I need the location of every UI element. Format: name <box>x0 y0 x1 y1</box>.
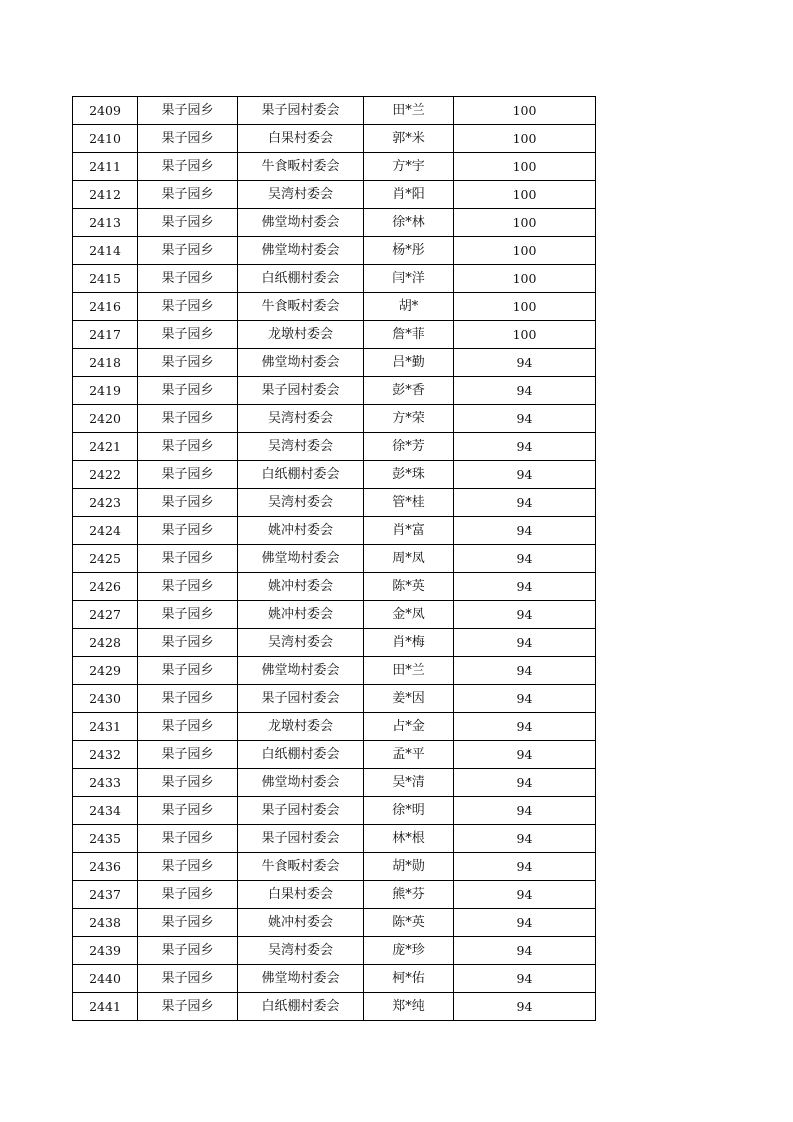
table-row <box>73 181 596 209</box>
amount-cell: 94 <box>454 797 596 825</box>
village-cell: 果子园村委会 <box>238 797 364 825</box>
village-cell: 佛堂坳村委会 <box>238 237 364 265</box>
row-number-cell: 2417 <box>73 321 138 349</box>
table-row <box>73 293 596 321</box>
village-cell: 吴湾村委会 <box>238 937 364 965</box>
name-cell: 吴*清 <box>364 769 454 797</box>
name-cell: 彭*珠 <box>364 461 454 489</box>
village-cell: 佛堂坳村委会 <box>238 769 364 797</box>
name-cell: 林*根 <box>364 825 454 853</box>
amount-cell: 100 <box>454 321 596 349</box>
amount-cell: 94 <box>454 769 596 797</box>
village-cell: 姚冲村委会 <box>238 517 364 545</box>
township-cell: 果子园乡 <box>138 881 238 909</box>
name-cell: 杨*彤 <box>364 237 454 265</box>
township-cell: 果子园乡 <box>138 853 238 881</box>
row-number-cell: 2415 <box>73 265 138 293</box>
row-number-cell: 2439 <box>73 937 138 965</box>
amount-cell: 94 <box>454 881 596 909</box>
row-number-cell: 2418 <box>73 349 138 377</box>
name-cell: 郭*米 <box>364 125 454 153</box>
township-cell: 果子园乡 <box>138 685 238 713</box>
amount-cell: 100 <box>454 237 596 265</box>
table-row <box>73 405 596 433</box>
table-row <box>73 713 596 741</box>
township-cell: 果子园乡 <box>138 517 238 545</box>
row-number-cell: 2432 <box>73 741 138 769</box>
row-number-cell: 2413 <box>73 209 138 237</box>
row-number-cell: 2424 <box>73 517 138 545</box>
name-cell: 庞*珍 <box>364 937 454 965</box>
township-cell: 果子园乡 <box>138 993 238 1021</box>
amount-cell: 94 <box>454 461 596 489</box>
amount-cell: 94 <box>454 601 596 629</box>
township-cell: 果子园乡 <box>138 265 238 293</box>
name-cell: 徐*芳 <box>364 433 454 461</box>
table-row <box>73 965 596 993</box>
name-cell: 陈*英 <box>364 573 454 601</box>
village-cell: 姚冲村委会 <box>238 601 364 629</box>
row-number-cell: 2420 <box>73 405 138 433</box>
village-cell: 白纸棚村委会 <box>238 461 364 489</box>
table-row <box>73 573 596 601</box>
table-row <box>73 321 596 349</box>
village-cell: 牛食畈村委会 <box>238 853 364 881</box>
amount-cell: 94 <box>454 377 596 405</box>
table-row <box>73 153 596 181</box>
name-cell: 陈*英 <box>364 909 454 937</box>
village-cell: 龙墩村委会 <box>238 321 364 349</box>
table-row <box>73 629 596 657</box>
table-row <box>73 993 596 1021</box>
township-cell: 果子园乡 <box>138 461 238 489</box>
township-cell: 果子园乡 <box>138 573 238 601</box>
table-row <box>73 209 596 237</box>
amount-cell: 94 <box>454 349 596 377</box>
row-number-cell: 2427 <box>73 601 138 629</box>
village-cell: 吴湾村委会 <box>238 405 364 433</box>
village-cell: 姚冲村委会 <box>238 909 364 937</box>
township-cell: 果子园乡 <box>138 657 238 685</box>
row-number-cell: 2428 <box>73 629 138 657</box>
village-cell: 果子园村委会 <box>238 685 364 713</box>
row-number-cell: 2422 <box>73 461 138 489</box>
amount-cell: 94 <box>454 965 596 993</box>
amount-cell: 94 <box>454 909 596 937</box>
amount-cell: 100 <box>454 293 596 321</box>
table-row <box>73 657 596 685</box>
township-cell: 果子园乡 <box>138 377 238 405</box>
table-row <box>73 125 596 153</box>
amount-cell: 94 <box>454 937 596 965</box>
name-cell: 肖*富 <box>364 517 454 545</box>
village-cell: 姚冲村委会 <box>238 573 364 601</box>
table-body <box>73 97 596 1021</box>
row-number-cell: 2425 <box>73 545 138 573</box>
township-cell: 果子园乡 <box>138 601 238 629</box>
village-cell: 白果村委会 <box>238 881 364 909</box>
township-cell: 果子园乡 <box>138 181 238 209</box>
row-number-cell: 2434 <box>73 797 138 825</box>
name-cell: 肖*阳 <box>364 181 454 209</box>
row-number-cell: 2441 <box>73 993 138 1021</box>
township-cell: 果子园乡 <box>138 237 238 265</box>
row-number-cell: 2416 <box>73 293 138 321</box>
township-cell: 果子园乡 <box>138 741 238 769</box>
document-page <box>72 96 596 1021</box>
row-number-cell: 2419 <box>73 377 138 405</box>
township-cell: 果子园乡 <box>138 349 238 377</box>
township-cell: 果子园乡 <box>138 153 238 181</box>
amount-cell: 94 <box>454 573 596 601</box>
row-number-cell: 2438 <box>73 909 138 937</box>
name-cell: 田*兰 <box>364 97 454 125</box>
row-number-cell: 2409 <box>73 97 138 125</box>
name-cell: 方*荣 <box>364 405 454 433</box>
row-number-cell: 2430 <box>73 685 138 713</box>
name-cell: 姜*因 <box>364 685 454 713</box>
amount-cell: 94 <box>454 517 596 545</box>
village-cell: 白纸棚村委会 <box>238 741 364 769</box>
row-number-cell: 2412 <box>73 181 138 209</box>
amount-cell: 94 <box>454 825 596 853</box>
village-cell: 白纸棚村委会 <box>238 265 364 293</box>
table-row <box>73 853 596 881</box>
table-row <box>73 741 596 769</box>
village-cell: 牛食畈村委会 <box>238 293 364 321</box>
name-cell: 孟*平 <box>364 741 454 769</box>
name-cell: 徐*明 <box>364 797 454 825</box>
amount-cell: 100 <box>454 153 596 181</box>
village-cell: 果子园村委会 <box>238 825 364 853</box>
name-cell: 肖*梅 <box>364 629 454 657</box>
table-row <box>73 265 596 293</box>
table-row <box>73 881 596 909</box>
name-cell: 郑*纯 <box>364 993 454 1021</box>
village-cell: 吴湾村委会 <box>238 489 364 517</box>
name-cell: 田*兰 <box>364 657 454 685</box>
table-row <box>73 797 596 825</box>
name-cell: 方*宇 <box>364 153 454 181</box>
village-cell: 佛堂坳村委会 <box>238 209 364 237</box>
table-row <box>73 685 596 713</box>
township-cell: 果子园乡 <box>138 797 238 825</box>
table-row <box>73 545 596 573</box>
amount-cell: 100 <box>454 125 596 153</box>
row-number-cell: 2431 <box>73 713 138 741</box>
table-row <box>73 433 596 461</box>
amount-cell: 100 <box>454 265 596 293</box>
name-cell: 熊*芬 <box>364 881 454 909</box>
township-cell: 果子园乡 <box>138 293 238 321</box>
table-row <box>73 461 596 489</box>
name-cell: 彭*香 <box>364 377 454 405</box>
village-cell: 吴湾村委会 <box>238 433 364 461</box>
row-number-cell: 2410 <box>73 125 138 153</box>
village-cell: 吴湾村委会 <box>238 629 364 657</box>
row-number-cell: 2435 <box>73 825 138 853</box>
township-cell: 果子园乡 <box>138 713 238 741</box>
township-cell: 果子园乡 <box>138 405 238 433</box>
township-cell: 果子园乡 <box>138 97 238 125</box>
name-cell: 金*凤 <box>364 601 454 629</box>
name-cell: 管*桂 <box>364 489 454 517</box>
amount-cell: 94 <box>454 713 596 741</box>
row-number-cell: 2414 <box>73 237 138 265</box>
name-cell: 胡* <box>364 293 454 321</box>
table-row <box>73 825 596 853</box>
row-number-cell: 2433 <box>73 769 138 797</box>
township-cell: 果子园乡 <box>138 545 238 573</box>
township-cell: 果子园乡 <box>138 937 238 965</box>
row-number-cell: 2437 <box>73 881 138 909</box>
row-number-cell: 2426 <box>73 573 138 601</box>
township-cell: 果子园乡 <box>138 209 238 237</box>
village-cell: 佛堂坳村委会 <box>238 965 364 993</box>
name-cell: 周*凤 <box>364 545 454 573</box>
table-row <box>73 769 596 797</box>
table-row <box>73 601 596 629</box>
name-cell: 闫*洋 <box>364 265 454 293</box>
row-number-cell: 2411 <box>73 153 138 181</box>
name-cell: 胡*勋 <box>364 853 454 881</box>
township-cell: 果子园乡 <box>138 433 238 461</box>
table-row <box>73 349 596 377</box>
village-cell: 白果村委会 <box>238 125 364 153</box>
amount-cell: 94 <box>454 629 596 657</box>
township-cell: 果子园乡 <box>138 825 238 853</box>
row-number-cell: 2429 <box>73 657 138 685</box>
amount-cell: 94 <box>454 741 596 769</box>
name-cell: 柯*佑 <box>364 965 454 993</box>
township-cell: 果子园乡 <box>138 321 238 349</box>
name-cell: 占*金 <box>364 713 454 741</box>
amount-cell: 94 <box>454 489 596 517</box>
township-cell: 果子园乡 <box>138 909 238 937</box>
village-cell: 龙墩村委会 <box>238 713 364 741</box>
village-cell: 佛堂坳村委会 <box>238 545 364 573</box>
name-cell: 吕*勤 <box>364 349 454 377</box>
township-cell: 果子园乡 <box>138 965 238 993</box>
village-cell: 吴湾村委会 <box>238 181 364 209</box>
amount-cell: 94 <box>454 657 596 685</box>
amount-cell: 94 <box>454 433 596 461</box>
table-row <box>73 237 596 265</box>
table-row <box>73 97 596 125</box>
name-cell: 徐*林 <box>364 209 454 237</box>
township-cell: 果子园乡 <box>138 489 238 517</box>
data-table <box>72 96 596 1021</box>
village-cell: 果子园村委会 <box>238 97 364 125</box>
township-cell: 果子园乡 <box>138 125 238 153</box>
village-cell: 白纸棚村委会 <box>238 993 364 1021</box>
amount-cell: 94 <box>454 405 596 433</box>
table-row <box>73 517 596 545</box>
row-number-cell: 2440 <box>73 965 138 993</box>
table-row <box>73 937 596 965</box>
amount-cell: 94 <box>454 545 596 573</box>
township-cell: 果子园乡 <box>138 629 238 657</box>
village-cell: 佛堂坳村委会 <box>238 349 364 377</box>
amount-cell: 94 <box>454 853 596 881</box>
village-cell: 佛堂坳村委会 <box>238 657 364 685</box>
row-number-cell: 2423 <box>73 489 138 517</box>
row-number-cell: 2436 <box>73 853 138 881</box>
amount-cell: 100 <box>454 209 596 237</box>
village-cell: 果子园村委会 <box>238 377 364 405</box>
amount-cell: 94 <box>454 993 596 1021</box>
name-cell: 詹*菲 <box>364 321 454 349</box>
amount-cell: 94 <box>454 685 596 713</box>
table-row <box>73 377 596 405</box>
row-number-cell: 2421 <box>73 433 138 461</box>
township-cell: 果子园乡 <box>138 769 238 797</box>
table-row <box>73 489 596 517</box>
village-cell: 牛食畈村委会 <box>238 153 364 181</box>
amount-cell: 100 <box>454 97 596 125</box>
amount-cell: 100 <box>454 181 596 209</box>
table-row <box>73 909 596 937</box>
